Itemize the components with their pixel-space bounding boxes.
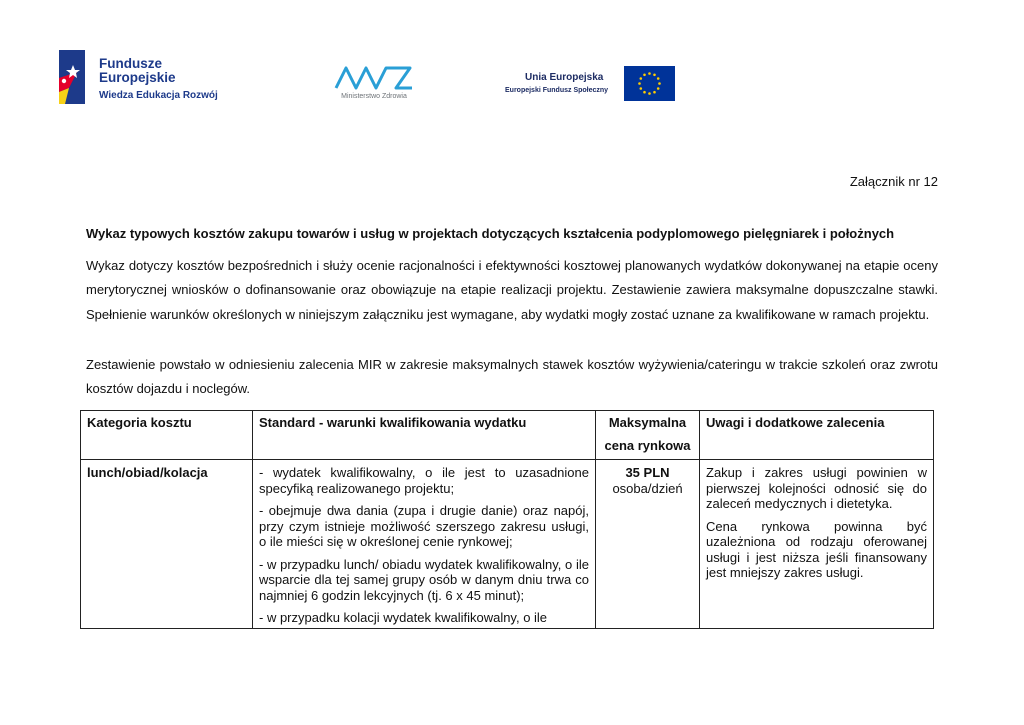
ue-fund: Europejski Fundusz Społeczny xyxy=(505,87,609,94)
header-max-price-line2: cena rynkowa xyxy=(604,438,691,453)
table-row xyxy=(81,460,934,629)
costs-table xyxy=(80,410,934,629)
standard-item: - obejmuje dwa dania (zupa i drugie danie) oraz napój, przy czym istnieje możliwość szerszego zakresu usługi, o ile mieści się w określonej cenie rynkowej; xyxy=(259,503,589,549)
header-notes: Uwagi i dodatkowe zalecenia xyxy=(700,411,934,460)
fundusze-europejskie-logo xyxy=(55,48,225,106)
header-max-price xyxy=(596,411,700,460)
standard-item: - w przypadku kolacji wydatek kwalifikowalny, o ile xyxy=(259,610,548,625)
standard-item: - wydatek kwalifikowalny, o ile jest to uzasadnione specyfiką realizowanego projektu; xyxy=(259,465,589,496)
cell-category: lunch/obiad/kolacja xyxy=(81,460,253,629)
cell-max-price xyxy=(596,460,700,629)
header-logos xyxy=(0,0,1024,120)
document-title: Wykaz typowych kosztów zakupu towarów i usług w projektach dotyczących kształcenia podyplomowego pielęgniarek i położnych xyxy=(86,226,895,241)
note-item: Cena rynkowa powinna być uzależniona od rodzaju oferowanej usługi i jest niższa jeśli finansowany jest mniejszy zakres usługi. xyxy=(706,518,927,580)
intro-paragraph: Wykaz dotyczy kosztów bezpośrednich i służy ocenie racjonalności i efektywności kosztowej planowanych wydatków dokonywanej na etapie oceny merytorycznej wniosków o dofinansowanie oraz obowiązuje na etapie realizacji projektu. Zestawienie zawiera maksymalne dopuszczalne stawki. Spełnienie warunków określonych w niniejszym załączniku jest wymagane, aby wydatki mogły zostać uznane za kwalifikowane w ramach projektu. xyxy=(86,258,938,322)
header-standard: Standard - warunki kwalifikowania wydatku xyxy=(253,411,596,460)
source-paragraph: Zestawienie powstało w odniesieniu zalecenia MIR w zakresie maksymalnych stawek kosztów wyżywienia/cateringu w trakcie szkoleń oraz zwrotu kosztów dojazdu i noclegów. xyxy=(86,357,938,397)
table-header-row xyxy=(81,411,934,460)
fe-subtitle: Wiedza Edukacja Rozwój xyxy=(99,90,218,101)
attachment-number: Załącznik nr 12 xyxy=(849,174,938,189)
eu-flag-icon xyxy=(624,66,675,101)
fe-name-line2: Europejskie xyxy=(99,70,176,85)
cell-notes xyxy=(700,460,934,629)
ministerstwo-zdrowia-logo xyxy=(332,62,422,104)
ue-name: Unia Europejska xyxy=(525,72,604,83)
mz-subtitle: Ministerstwo Zdrowia xyxy=(341,93,407,100)
note-item: Zakup i zakres usługi powinien w pierwszej kolejności odnosić się do zaleceń medycznych i dietetyka. xyxy=(706,465,927,511)
fundusze-europejskie-emblem-icon xyxy=(55,48,89,104)
fe-name-line1: Fundusze xyxy=(99,56,162,71)
header-max-price-line1: Maksymalna xyxy=(608,415,687,430)
cell-standard xyxy=(253,460,596,629)
price-unit: osoba/dzień xyxy=(612,480,683,496)
ministerstwo-zdrowia-emblem-icon xyxy=(332,62,416,92)
standard-item: - w przypadku lunch/ obiadu wydatek kwalifikowalny, o ile wsparcie dla tej samej grupy osób w danym dniu trwa co najmniej 6 godzin lekcyjnych (tj. 6 x 45 minut); xyxy=(259,556,589,603)
header-category: Kategoria kosztu xyxy=(81,411,253,460)
price-value: 35 PLN xyxy=(625,465,670,480)
